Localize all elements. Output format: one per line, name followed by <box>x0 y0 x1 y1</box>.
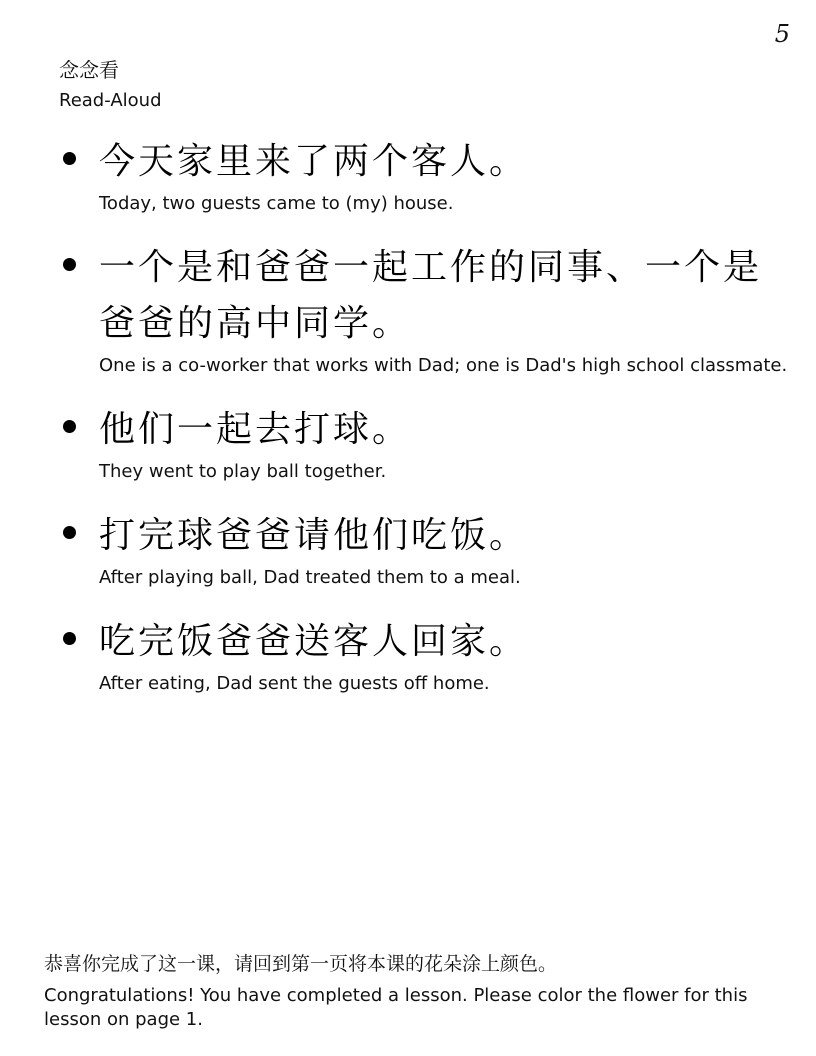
sentence-chinese: 今天家里来了两个客人。 <box>99 141 529 182</box>
sentence-item <box>59 508 789 590</box>
sentence-translation: Today, two guests came to (my) house. <box>99 193 454 214</box>
section-title-english: Read-Aloud <box>59 90 162 111</box>
sentence-item <box>59 614 789 696</box>
completion-message-english: Congratulations! You have completed a lesson. Please color the flower for this lesson on page 1. <box>44 985 748 1030</box>
sentence-translation: After eating, Dad sent the guests off home. <box>99 673 490 694</box>
bullet-icon <box>63 632 76 645</box>
sentence-item <box>59 134 789 216</box>
section-title-chinese: 念念看 <box>59 58 119 82</box>
sentence-translation: After playing ball, Dad treated them to a meal. <box>99 567 521 588</box>
sentence-item <box>59 240 789 378</box>
completion-message <box>44 950 789 1032</box>
page-number: 5 <box>774 20 790 48</box>
completion-message-chinese: 恭喜你完成了这一课，请回到第一页将本课的花朵涂上颜色。 <box>44 953 558 975</box>
sentence-translation: They went to play ball together. <box>99 461 387 482</box>
sentence-item <box>59 402 789 484</box>
sentence-list <box>59 134 789 720</box>
sentence-chinese: 一个是和爸爸一起工作的同事、一个是爸爸的高中同学。 <box>99 247 763 344</box>
bullet-icon <box>63 258 76 271</box>
sentence-chinese: 他们一起去打球。 <box>99 409 412 450</box>
bullet-icon <box>63 152 76 165</box>
sentence-translation: One is a co-worker that works with Dad; one is Dad's high school classmate. <box>99 355 788 376</box>
section-header <box>59 56 162 114</box>
sentence-chinese: 打完球爸爸请他们吃饭。 <box>99 515 529 556</box>
bullet-icon <box>63 420 76 433</box>
bullet-icon <box>63 526 76 539</box>
sentence-chinese: 吃完饭爸爸送客人回家。 <box>99 621 529 662</box>
